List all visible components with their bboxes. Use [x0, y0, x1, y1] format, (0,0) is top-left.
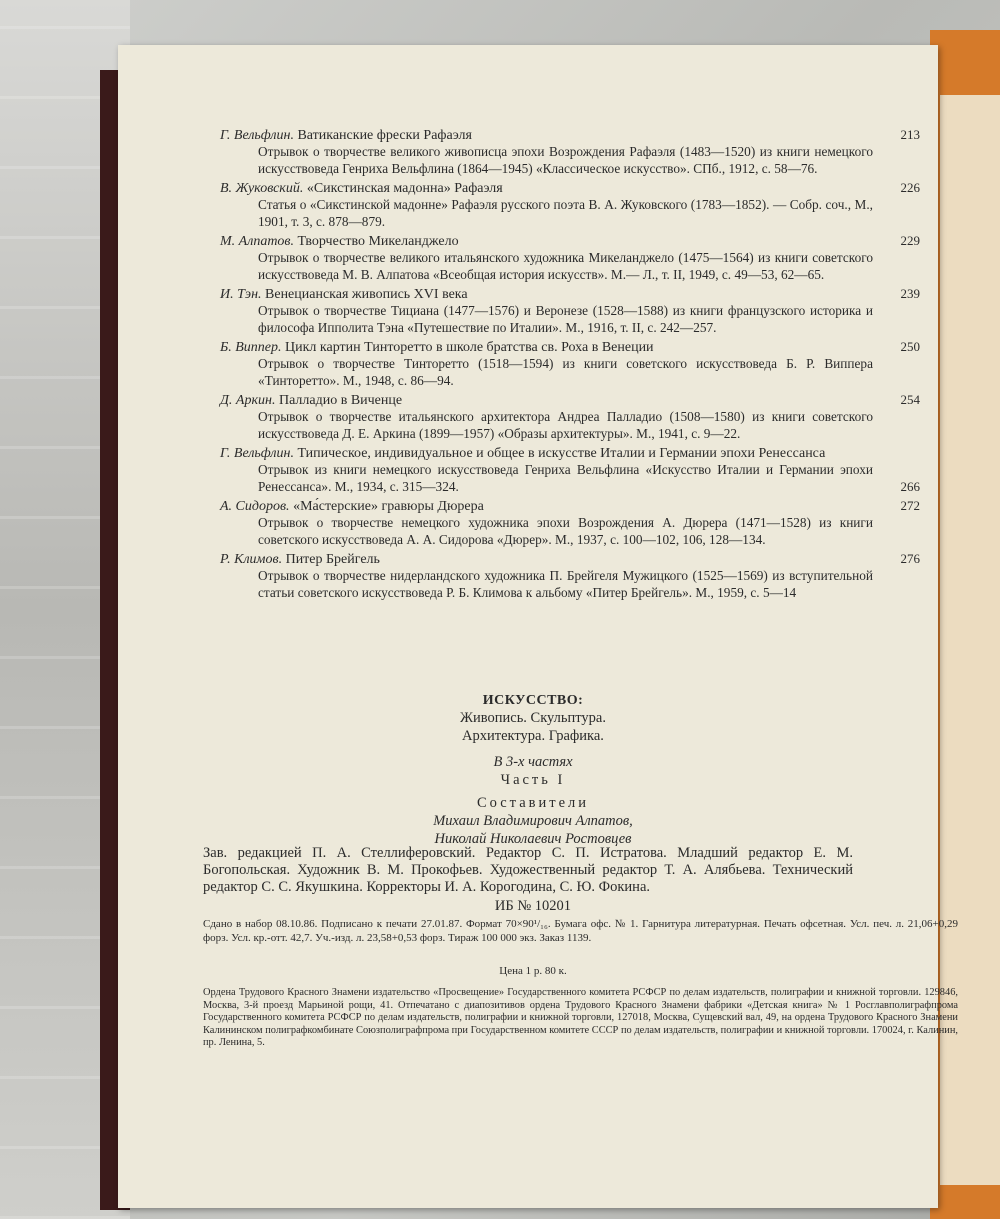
- toc-author: И. Тэн.: [220, 287, 262, 302]
- compiler-name: Николай Николаевич Ростовцев: [434, 831, 632, 847]
- toc-entry: [220, 392, 920, 442]
- toc-description: Отрывок о творчестве итальянского архитектора Андреа Палладио (1508—1580) из книги советского искусствоведа Д. Е. Аркина (1899—1957) «Образы архитектуры». М., 1941, с. 9—22.: [258, 409, 873, 441]
- toc-entry: [220, 180, 920, 230]
- publisher-info: Ордена Трудового Красного Знамени издательство «Просвещение» Государственного комитета РСФСР по делам издательств, полиграфии и книжной торговли. 129846, Москва, 3-й проезд Марьиной рощи, 41. Отпечатано с диапозитивов ордена Трудового Красного Знамени фабрики «Детская книга» № 1 Росглавполиграфпрома Государственного комитета РСФСР по делам издательств, полиграфии и книжной торговли, 127018, Москва, Сущевский вал, 49, на ордена Трудового Красного Знамени Калининском полиграфкомбинате Союзполиграфпрома при Государственном комитете СССР по делам издательств, полиграфии и книжной торговли. 170024, г. Калинин, пр. Ленина, 5.: [203, 987, 958, 1048]
- parts-count: В 3-х частях: [493, 754, 573, 770]
- book-page: [118, 45, 958, 1208]
- toc-heading: [220, 392, 920, 409]
- toc-title: Цикл картин Тинторетто в школе братства св. Роха в Венеции: [285, 340, 654, 355]
- toc-description: Отрывок о творчестве великого живописца эпохи Возрождения Рафаэля (1483—1520) из книги немецкого искусствоведа Генриха Вельфлина (1864—1945) «Классическое искусство». СПб., 1912, с. 58—76.: [258, 144, 873, 176]
- toc-heading: [220, 180, 920, 197]
- toc-title: «Ма́стерские» гравюры Дюрера: [293, 499, 484, 514]
- toc-author: Б. Виппер.: [220, 340, 282, 355]
- book-title: ИСКУССТВО:: [482, 693, 584, 708]
- toc-page-number: 229: [900, 233, 920, 248]
- table-of-contents: [220, 127, 920, 604]
- toc-title: Творчество Микеланджело: [297, 234, 459, 249]
- toc-page-number: 266: [900, 479, 920, 494]
- technical-details: Сдано в набор 08.10.86. Подписано к печати 27.01.87. Формат 70×90¹/₁₆. Бумага офс. № 1. Гарнитура литературная. Печать офсетная. Усл. печ. л. 21,06+0,29 форз. Усл. кр.-отт. 42,7. Уч.-изд. л. 23,58+0,53 форз. Тираж 100 000 экз. Заказ 1139.: [203, 918, 958, 944]
- imprint-header: [198, 693, 868, 848]
- toc-author: Д. Аркин.: [220, 393, 276, 408]
- compilers-label: Составители: [476, 795, 590, 811]
- toc-author: А. Сидоров.: [220, 499, 290, 514]
- toc-title: Типическое, индивидуальное и общее в искусстве Италии и Германии эпохи Ренессанса: [297, 446, 826, 461]
- toc-title: Ватиканские фрески Рафаэля: [297, 128, 472, 143]
- toc-heading: [220, 498, 920, 515]
- toc-page-number: 276: [900, 551, 920, 566]
- toc-description: Статья о «Сикстинской мадонне» Рафаэля русского поэта В. А. Жуковского (1783—1852). — Собр. соч., М., 1901, т. 3, с. 878—879.: [258, 197, 873, 229]
- toc-title: Питер Брейгель: [285, 552, 380, 567]
- toc-entry: [220, 127, 920, 177]
- part-number: Часть I: [500, 772, 566, 788]
- toc-title: «Сикстинская мадонна» Рафаэля: [306, 181, 503, 196]
- toc-heading: [220, 551, 920, 568]
- book-subtitle-1: Живопись. Скульптура.: [459, 710, 606, 726]
- toc-entry: [220, 339, 920, 389]
- toc-heading: [220, 233, 920, 250]
- toc-author: Р. Климов.: [220, 552, 283, 567]
- toc-heading: [220, 127, 920, 144]
- book-subtitle-2: Архитектура. Графика.: [462, 728, 604, 744]
- toc-page-number: 226: [900, 180, 920, 195]
- toc-author: В. Жуковский.: [220, 181, 304, 196]
- toc-page-number: 272: [900, 498, 920, 513]
- toc-page-number: 213: [900, 127, 920, 142]
- toc-entry: [220, 498, 920, 548]
- toc-description: Отрывок о творчестве великого итальянского художника Микеланджело (1475—1564) из книги советского искусствоведа М. В. Алпатова «Всеобщая история искусств». М.— Л., т. II, 1949, с. 49—53, 62—65.: [258, 250, 873, 282]
- toc-author: Г. Вельфлин.: [220, 128, 294, 143]
- toc-page-number: 239: [900, 286, 920, 301]
- ib-number-text: ИБ № 10201: [494, 898, 572, 914]
- toc-description: Отрывок о творчестве нидерландского художника П. Брейгеля Мужицкого (1525—1569) из вступительной статьи советского искусствоведа Р. Б. Климова к альбому «Питер Брейгель». М., 1959, с. 5—14: [258, 568, 873, 600]
- toc-title: Венецианская живопись XVI века: [265, 287, 468, 302]
- toc-page-number: 250: [900, 339, 920, 354]
- toc-description: Отрывок из книги немецкого искусствоведа Генриха Вельфлина «Искусство Италии и Германии эпохи Ренессанса». М., 1934, с. 315—324.: [258, 462, 873, 494]
- toc-heading: [220, 286, 920, 303]
- toc-author: М. Алпатов.: [220, 234, 295, 249]
- toc-entry: [220, 233, 920, 283]
- toc-entry: [220, 445, 920, 495]
- toc-page-number: 254: [900, 392, 920, 407]
- compiler-name: Михаил Владимирович Алпатов,: [433, 813, 633, 829]
- toc-description: Отрывок о творчестве Тициана (1477—1576) и Веронезе (1528—1588) из книги французского историка и философа Ипполита Тэна «Путешествие по Италии». М., 1916, т. II, с. 242—257.: [258, 303, 873, 335]
- toc-title: Палладио в Виченце: [278, 393, 403, 408]
- toc-entry: [220, 286, 920, 336]
- toc-author: Г. Вельфлин.: [220, 446, 294, 461]
- toc-description: Отрывок о творчестве Тинторетто (1518—1594) из книги советского искусствоведа Б. Р. Виппера «Тинторетто». М., 1948, с. 86—94.: [258, 356, 873, 388]
- toc-heading: [220, 339, 920, 356]
- ib-number: [198, 897, 868, 915]
- toc-entry: [220, 551, 920, 601]
- toc-heading: [220, 445, 870, 462]
- toc-description: Отрывок о творчестве немецкого художника эпохи Возрождения А. Дюрера (1471—1528) из книги советского искусствоведа А. А. Сидорова «Дюрер». М., 1937, с. 100—102, 106, 128—134.: [258, 515, 873, 547]
- editorial-staff: Зав. редакцией П. А. Стеллиферовский. Редактор С. П. Истратова. Младший редактор Е. М. Богопольская. Художник В. М. Прокофьев. Художественный редактор Т. А. Алябьева. Технический редактор С. С. Якушкина. Корректоры И. А. Корогодина, С. Ю. Фокина.: [203, 845, 853, 895]
- price: Цена 1 р. 80 к.: [499, 965, 567, 977]
